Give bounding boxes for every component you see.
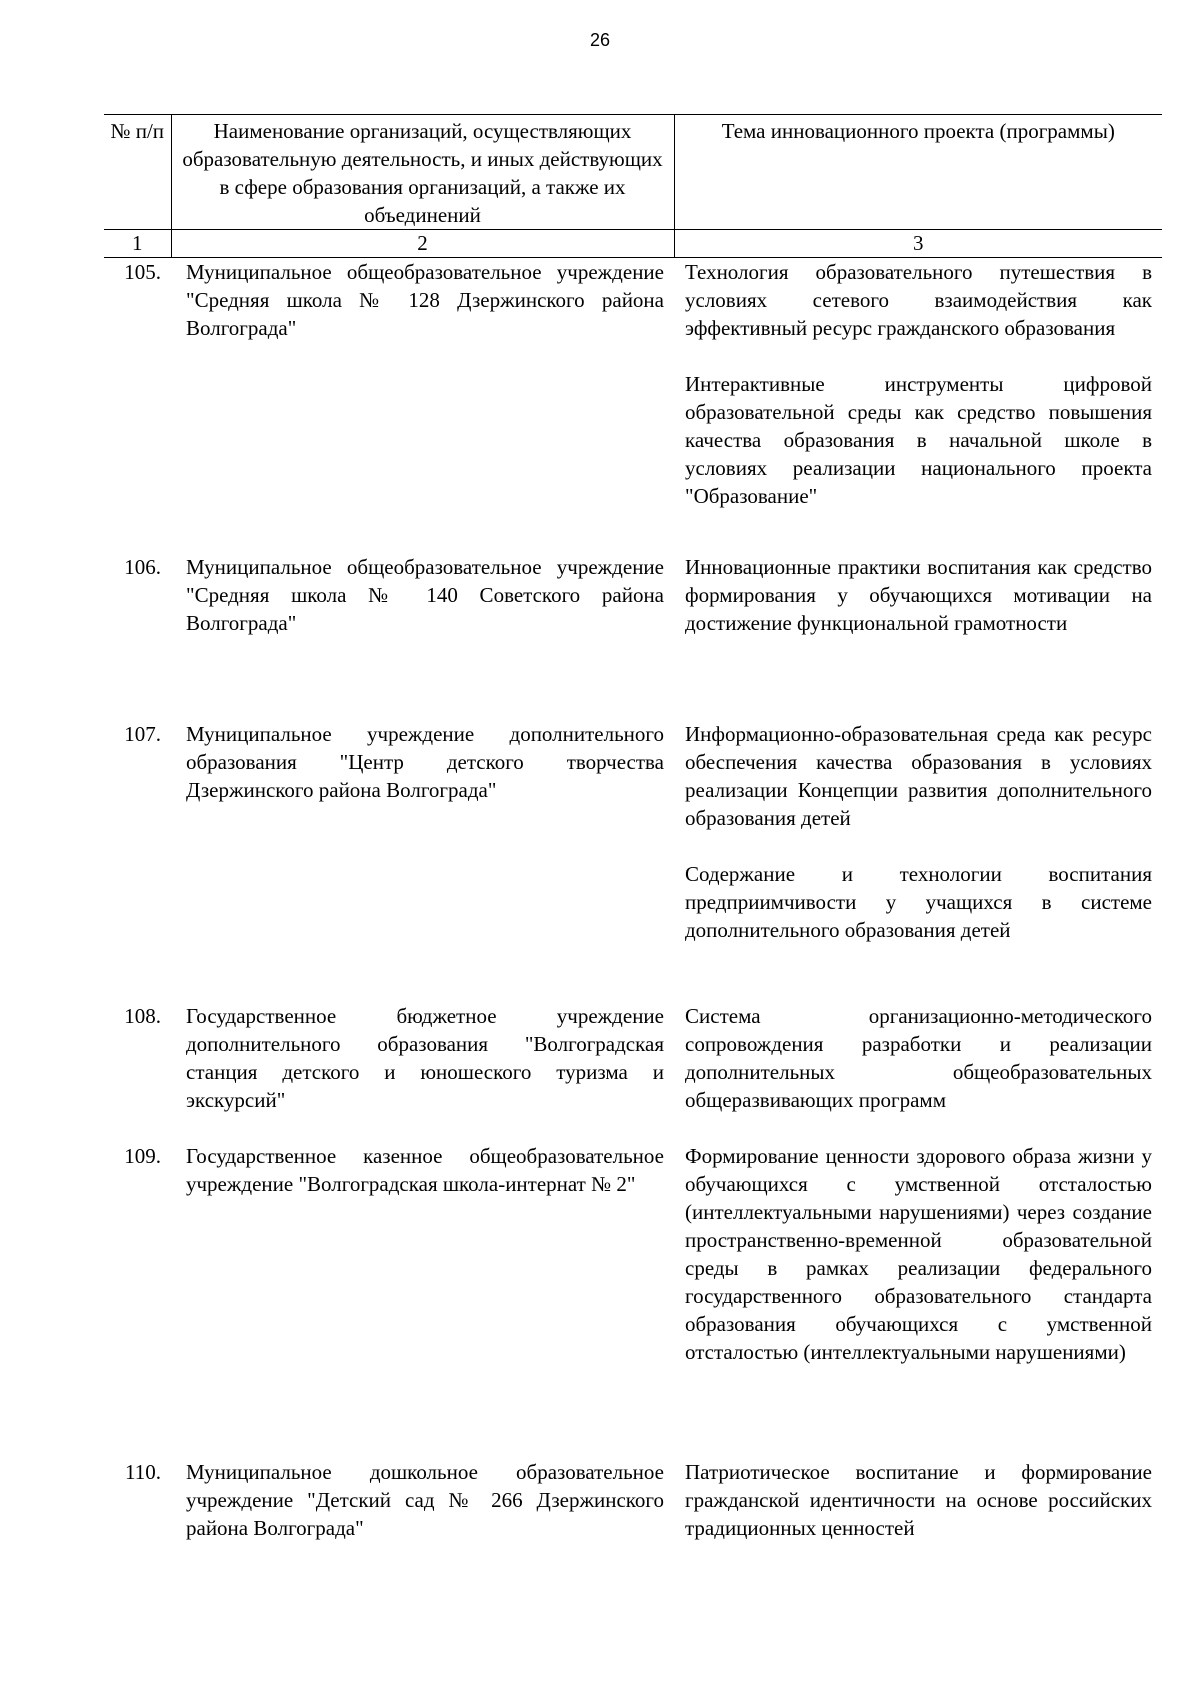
project-topic: Содержание и технологии воспитания предприимчивости у учащихся в системе дополнительного образования детей [685, 862, 1152, 942]
table-row [104, 1002, 1162, 1142]
organization-name: Государственное казенное общеобразовательное учреждение "Волгоградская школа-интернат № 2" [186, 1144, 664, 1196]
project-topics [674, 553, 1162, 720]
project-topic: Технология образовательного путешествия в условиях сетевого взаимодействия как эффективный ресурс гражданского образования [685, 260, 1152, 340]
table-row [104, 1142, 1162, 1458]
column-number: 1 [104, 230, 171, 258]
project-topics [674, 1458, 1162, 1578]
table-row [104, 1458, 1162, 1578]
table-header [104, 115, 1162, 230]
column-number: 3 [674, 230, 1162, 258]
row-number: 109. [124, 1144, 161, 1168]
header-project-topic: Тема инновационного проекта (программы) [674, 115, 1162, 230]
table-row [104, 258, 1162, 554]
organization-name: Муниципальное общеобразовательное учреждение "Средняя школа № 140 Советского района Волгограда" [186, 555, 664, 635]
organization-name: Государственное бюджетное учреждение дополнительного образования "Волгоградская станция детского и юношеского туризма и экскурсий" [186, 1004, 664, 1112]
project-topics [674, 1002, 1162, 1142]
table-row [104, 720, 1162, 1002]
project-topic: Формирование ценности здорового образа жизни у обучающихся с умственной отсталостью (интеллектуальными нарушениями) через создание пространственно-временной образовательной среды в рамках реализации федерального государственного образовательного стандарта образования обучающихся с умственной отсталостью (интеллектуальными нарушениями) [685, 1144, 1152, 1364]
header-number: № п/п [104, 115, 171, 230]
organization-name: Муниципальное учреждение дополнительного образования "Центр детского творчества Дзержинского района Волгограда" [186, 722, 664, 802]
column-numbers-row [104, 230, 1162, 258]
innovation-projects-table [104, 114, 1162, 1578]
project-topics [674, 720, 1162, 1002]
organization-name: Муниципальное дошкольное образовательное учреждение "Детский сад № 266 Дзержинского района Волгограда" [186, 1460, 664, 1540]
project-topic: Система организационно-методического сопровождения разработки и реализации дополнительных общеобразовательных общеразвивающих программ [685, 1004, 1152, 1112]
project-topics [674, 1142, 1162, 1458]
project-topic: Патриотическое воспитание и формирование гражданской идентичности на основе российских традиционных ценностей [685, 1460, 1152, 1540]
project-topics [674, 258, 1162, 554]
page-number: 26 [589, 30, 611, 50]
project-topic: Информационно-образовательная среда как ресурс обеспечения качества образования в условиях реализации Концепции развития дополнительного образования детей [685, 722, 1152, 830]
row-number: 107. [124, 722, 161, 746]
table-row [104, 553, 1162, 720]
row-number: 105. [124, 260, 161, 284]
project-topic: Инновационные практики воспитания как средство формирования у обучающихся мотивации на достижение функциональной грамотности [685, 555, 1152, 635]
row-number: 110. [125, 1460, 161, 1484]
project-topic: Интерактивные инструменты цифровой образовательной среды как средство повышения качества образования в начальной школе в условиях реализации национального проекта "Образование" [685, 372, 1152, 508]
row-number: 106. [124, 555, 161, 579]
organization-name: Муниципальное общеобразовательное учреждение "Средняя школа № 128 Дзержинского района Волгограда" [186, 260, 664, 340]
row-number: 108. [124, 1004, 161, 1028]
column-number: 2 [171, 230, 674, 258]
header-organization: Наименование организаций, осуществляющих образовательную деятельность, и иных действующих в сфере образования организаций, а также их объединений [171, 115, 674, 230]
